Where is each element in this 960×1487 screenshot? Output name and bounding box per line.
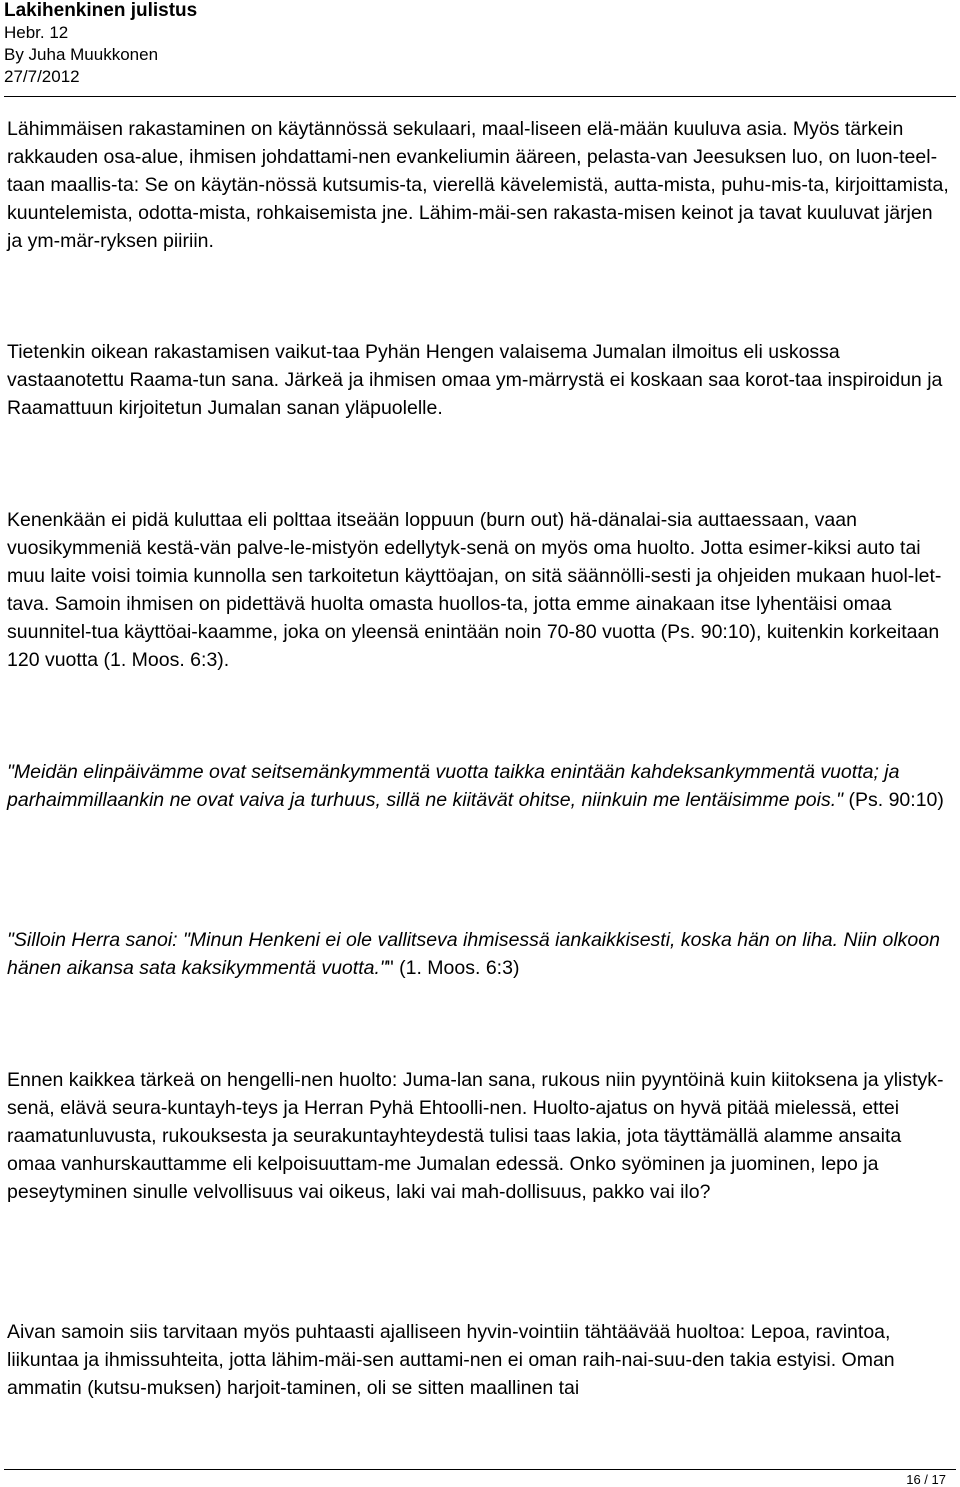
paragraph-neighbor-love: Lähimmäisen rakastaminen on käytännössä sekulaari, maal-liseen elä-mään kuuluva asia. Myös tärkein rakkauden osa-alue, ihmisen johdattami-nen evankeliumin ääreen, pelasta-van Jeesuksen luo, on luon-teel-taan maallis-ta: Se on käytän-nössä kutsumis-ta, vierellä kävelemistä, autta-mista, puhu-mis-ta, kirjoittamista, kuuntelemista, odotta-mista, rohkaisemista jne. Lähim-mäi-sen rakasta-misen keinot ja tavat kuuluvat järjen ja ym-mär-ryksen piiriin.: [7, 118, 949, 252]
quote-psalm-90: [7, 758, 953, 814]
bible-reference: Hebr. 12: [4, 23, 69, 42]
page-number: 16 / 17: [906, 1472, 946, 1487]
paragraph-temporal-care: Aivan samoin siis tarvitaan myös puhtaasti ajalliseen hyvin-vointiin tähtäävää huoltoa: Lepoa, ravintoa, liikuntaa ja ihmissuhteita, jotta lähim-mäi-sen auttami-nen ei oman raih-nai-suu-den takia estyisi. Oman ammatin (kutsu-muksen) harjoit-taminen, oli se sitten maallinen tai: [7, 1321, 895, 1399]
publication-date: 27/7/2012: [4, 67, 80, 86]
header-divider: [4, 96, 956, 97]
document-title: Lakihenkinen julistus: [4, 0, 198, 21]
quote-genesis-6: [7, 926, 953, 982]
quote-source: " (1. Moos. 6:3): [386, 957, 520, 979]
quote-text: "Meidän elinpäivämme ovat seitsemänkymmentä vuotta taikka enintään kahdeksankymmentä vuotta; ja parhaimmillaankin ne ovat vaiva ja turhuus, sillä ne kiitävät ohitse, niinkuin me lentäisimme pois.": [7, 761, 900, 811]
footer-divider: [4, 1469, 956, 1470]
quote-text: "Silloin Herra sanoi: "Minun Henkeni ei ole vallitseva ihmisessä iankaikkisesti, koska hän on liha. Niin olkoon hänen aikansa sata kaksikymmentä vuotta.": [7, 929, 940, 979]
paragraph-holy-spirit: Tietenkin oikean rakastamisen vaikut-taa Pyhän Hengen valaisema Jumalan ilmoitus eli uskossa vastaanotettu Raama-tun sana. Järkeä ja ihmisen omaa ym-märrystä ei koskaan saa korot-taa inspiroidun ja Raamattuun kirjoitetun Jumalan sanan yläpuolelle.: [7, 341, 943, 419]
paragraph-self-care: Kenenkään ei pidä kuluttaa eli polttaa itseään loppuun (burn out) hä-dänalai-sia auttaessaan, vaan vuosikymmeniä kestä-vän palve-le-mistyön edellytyk-senä on myös oma huolto. Jotta esimer-kiksi auto tai muu laite voisi toimia kunnolla sen tarkoitetun käyttöajan, on sitä säännölli-sesti ja ohjeiden mukaan huol-let-tava. Samoin ihmisen on pidettävä huolta omasta huollos-ta, jotta emme ainakaan itse lyhentäisi omaa suunnitel-tua käyttöai-kaamme, joka on yleensä enintään noin 70-80 vuotta (Ps. 90:10), kuitenkin korkeitaan 120 vuotta (1. Moos. 6:3).: [7, 509, 942, 671]
paragraph-spiritual-care: Ennen kaikkea tärkeä on hengelli-nen huolto: Juma-lan sana, rukous niin pyyntöinä kuin kiitoksena ja ylistyk-senä, elävä seura-kuntayh-teys ja Herran Pyhä Ehtoolli-nen. Huolto-ajatus on hyvä pitää mielessä, ettei raamatunluvusta, rukouksesta ja seurakuntayhteydestä tulisi taas lakia, jota täyttämällä alamme ansaita omaa vanhurskauttamme eli kelpoisuuttam-me Jumalan edessä. Onko syöminen ja juominen, lepo ja peseytyminen sinulle velvollisuus vai oikeus, laki vai mah-dollisuus, pakko vai ilo?: [7, 1069, 944, 1203]
document-header: [4, 0, 956, 88]
author-line: By Juha Muukkonen: [4, 45, 159, 64]
quote-source: (Ps. 90:10): [843, 789, 944, 811]
